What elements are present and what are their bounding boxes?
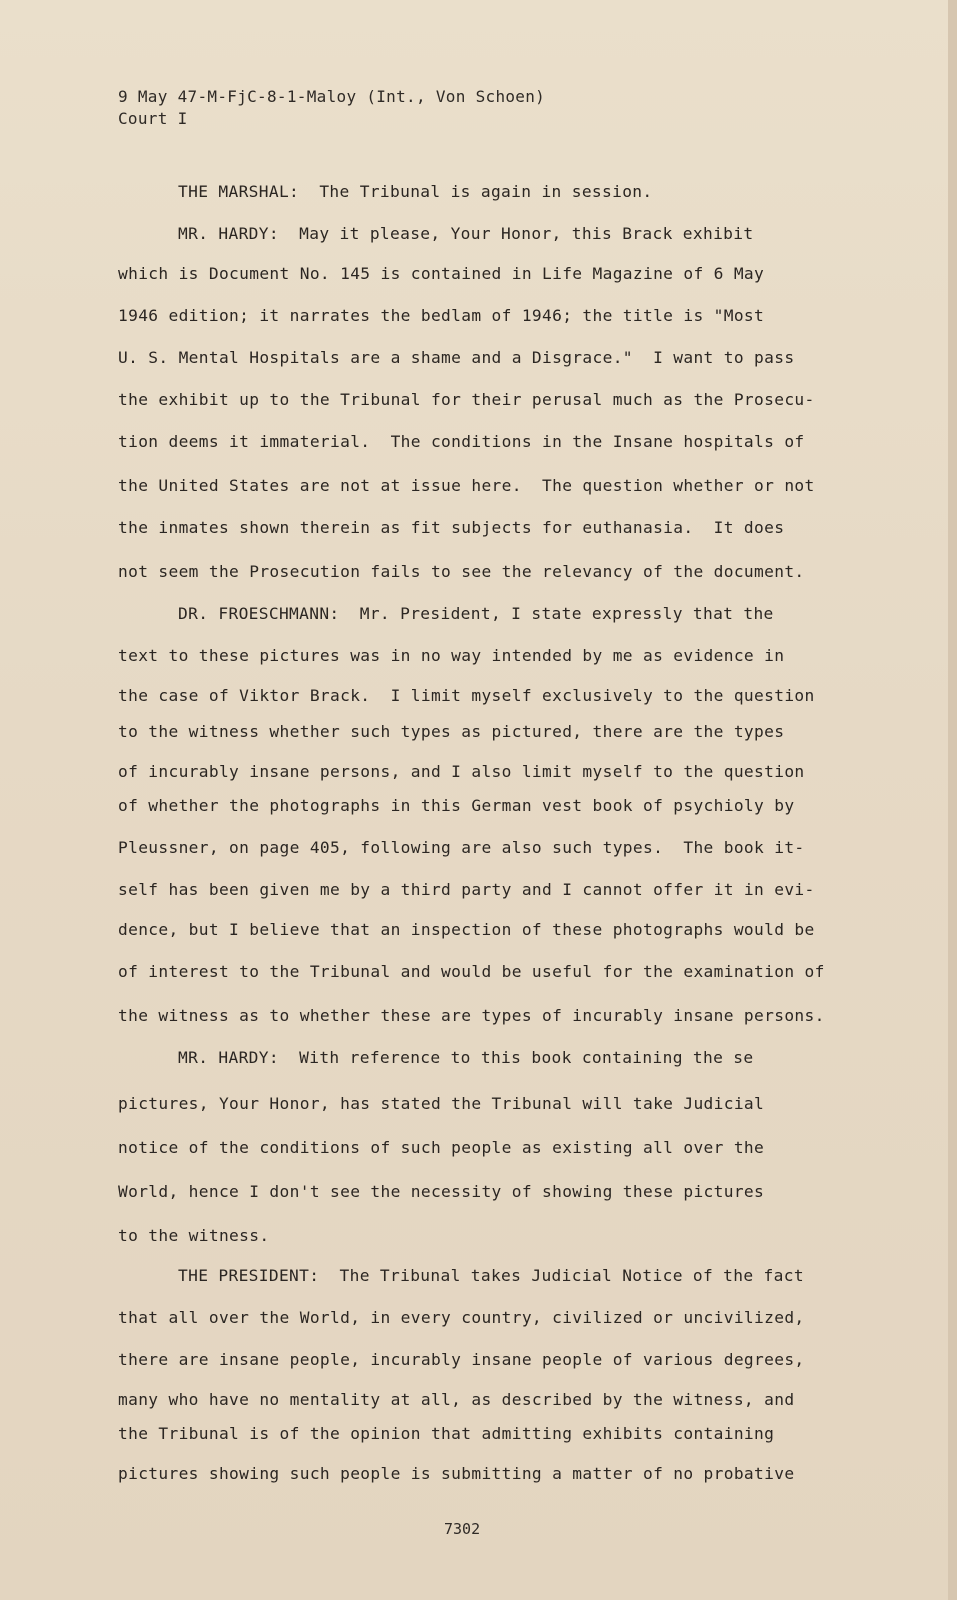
transcript-line: self has been given me by a third party and I cannot offer it in evi- [118, 880, 815, 899]
transcript-line: MR. HARDY: May it please, Your Honor, this Brack exhibit [178, 224, 754, 243]
transcript-line: Pleussner, on page 405, following are also such types. The book it- [118, 838, 805, 857]
transcript-line: many who have no mentality at all, as described by the witness, and [118, 1390, 795, 1409]
transcript-line: text to these pictures was in no way intended by me as evidence in [118, 646, 785, 665]
transcript-line: U. S. Mental Hospitals are a shame and a Disgrace." I want to pass [118, 348, 795, 367]
transcript-line: pictures, Your Honor, has stated the Tribunal will take Judicial [118, 1094, 765, 1113]
transcript-line: of interest to the Tribunal and would be useful for the examination of [118, 962, 825, 981]
transcript-line: not seem the Prosecution fails to see the relevancy of the document. [118, 562, 805, 581]
page-number: 7302 [444, 1520, 481, 1538]
transcript-line: THE MARSHAL: The Tribunal is again in session. [178, 182, 653, 201]
transcript-line: dence, but I believe that an inspection of these photographs would be [118, 920, 815, 939]
transcript-line: that all over the World, in every country, civilized or uncivilized, [118, 1308, 805, 1327]
transcript-line: the inmates shown therein as fit subjects for euthanasia. It does [118, 518, 785, 537]
transcript-line: to the witness whether such types as pictured, there are the types [118, 722, 785, 741]
transcript-line: notice of the conditions of such people as existing all over the [118, 1138, 765, 1157]
transcript-line: the exhibit up to the Tribunal for their perusal much as the Prosecu- [118, 390, 815, 409]
transcript-line: the witness as to whether these are types of incurably insane persons. [118, 1006, 825, 1025]
transcript-line: which is Document No. 145 is contained in Life Magazine of 6 May [118, 264, 765, 283]
transcript-line: of incurably insane persons, and I also limit myself to the question [118, 762, 805, 781]
transcript-line: pictures showing such people is submitting a matter of no probative [118, 1464, 795, 1483]
transcript-line: the case of Viktor Brack. I limit myself exclusively to the question [118, 686, 815, 705]
transcript-line: MR. HARDY: With reference to this book containing the se [178, 1048, 754, 1067]
header-court-line: Court I [118, 109, 188, 128]
transcript-line: tion deems it immaterial. The conditions in the Insane hospitals of [118, 432, 805, 451]
transcript-line: the United States are not at issue here. The question whether or not [118, 476, 815, 495]
transcript-line: DR. FROESCHMANN: Mr. President, I state expressly that the [178, 604, 774, 623]
transcript-line: of whether the photographs in this German vest book of psychioly by [118, 796, 795, 815]
transcript-line: THE PRESIDENT: The Tribunal takes Judicial Notice of the fact [178, 1266, 804, 1285]
transcript-line: the Tribunal is of the opinion that admitting exhibits containing [118, 1424, 775, 1443]
transcript-line: to the witness. [118, 1226, 270, 1245]
header-reference-line: 9 May 47-M-FjC-8-1-Maloy (Int., Von Schoen) [118, 87, 546, 106]
transcript-line: there are insane people, incurably insane people of various degrees, [118, 1350, 805, 1369]
transcript-line: 1946 edition; it narrates the bedlam of 1946; the title is "Most [118, 306, 765, 325]
transcript-line: World, hence I don't see the necessity of showing these pictures [118, 1182, 765, 1201]
